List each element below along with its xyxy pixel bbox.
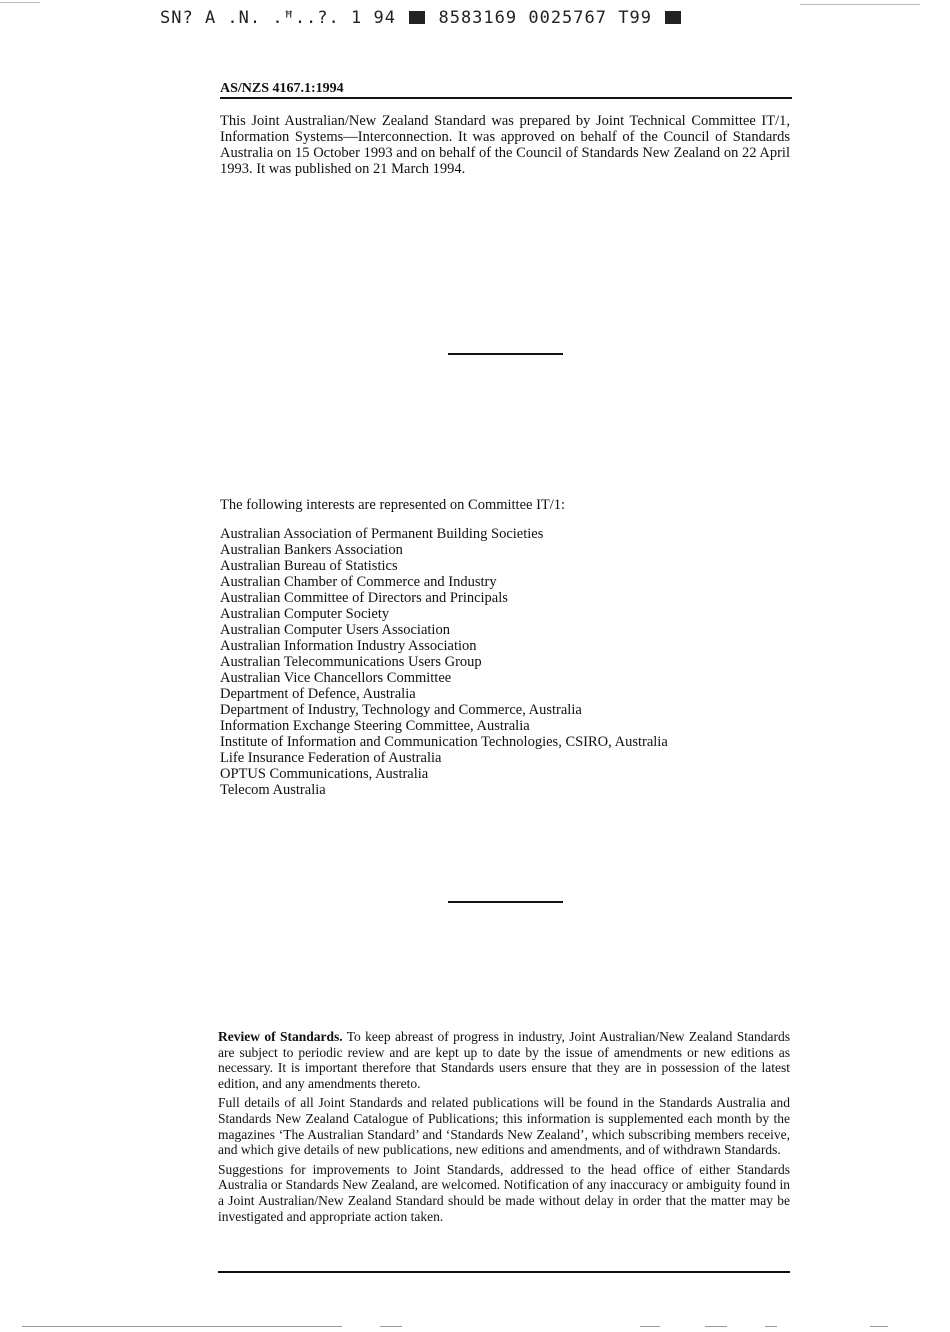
header-rule	[220, 97, 792, 99]
list-item: Australian Computer Users Association	[220, 622, 450, 638]
separator-rule	[448, 353, 563, 355]
list-item: Australian Computer Society	[220, 606, 390, 622]
committee-member-list	[220, 526, 668, 798]
list-item: Department of Defence, Australia	[220, 686, 416, 702]
review-heading: Review of Standards.	[218, 1029, 343, 1044]
list-item: OPTUS Communications, Australia	[220, 766, 429, 782]
list-item: Australian Chamber of Commerce and Industry	[220, 574, 497, 590]
scan-mark	[640, 1326, 660, 1327]
list-item: Australian Bankers Association	[220, 542, 403, 558]
review-paragraph-2: Full details of all Joint Standards and related publications will be found in the Standards Australia and Standards New Zealand Catalogue of Publications; this information is supplemented each month by the magazines ‘The Australian Standard’ and ‘Standards New Zealand’, which subscribing members receive, and which give details of new publications, new editions and amendments, and of withdrawn Standards.	[218, 1095, 790, 1158]
list-item: Australian Information Industry Association	[220, 638, 477, 654]
list-item: Department of Industry, Technology and Commerce, Australia	[220, 702, 582, 718]
block-mark-icon	[665, 11, 681, 24]
list-item: Life Insurance Federation of Australia	[220, 750, 442, 766]
scan-header-strip	[160, 8, 683, 28]
preface-paragraph: This Joint Australian/New Zealand Standard was prepared by Joint Technical Committee IT/1, Information Systems—Interconnection. It was approved on behalf of the Council of Standards Australia on 15 October 1993 and on behalf of the Council of Standards New Zealand on 22 April 1993. It was published on 21 March 1994.	[220, 113, 790, 177]
footer-rule	[218, 1271, 790, 1273]
standard-id: AS/NZS 4167.1:1994	[220, 81, 344, 96]
list-item: Telecom Australia	[220, 782, 326, 798]
list-item: Australian Committee of Directors and Principals	[220, 590, 508, 606]
list-item: Australian Bureau of Statistics	[220, 558, 398, 574]
scan-mark	[765, 1326, 777, 1327]
review-paragraph-1	[218, 1029, 790, 1091]
list-item: Australian Vice Chancellors Committee	[220, 670, 452, 686]
block-mark-icon	[409, 11, 425, 24]
list-item: Australian Telecommunications Users Group	[220, 654, 482, 670]
review-text-1: To keep abreast of progress in industry, Joint Australian/New Zealand Standards are subject to periodic review and are kept up to date by the issue of amendments or new editions as necessary. It is important therefore that Standards users ensure that they are in possession of the latest edition, and any amendments thereto.	[218, 1029, 790, 1091]
header-code-2: 8583169 0025767 T99	[438, 8, 652, 28]
review-of-standards	[218, 1029, 790, 1228]
list-item: Australian Association of Permanent Building Societies	[220, 526, 544, 542]
scan-mark	[800, 4, 920, 5]
scan-mark	[705, 1326, 727, 1327]
review-paragraph-3: Suggestions for improvements to Joint Standards, addressed to the head office of either Standards Australia or Standards New Zealand, are welcomed. Notification of any inaccuracy or ambiguity found in a Joint Australian/New Zealand Standard should be made without delay in order that the matter may be investigated and appropriate action taken.	[218, 1161, 790, 1224]
scan-mark	[22, 1326, 342, 1327]
scan-mark	[380, 1326, 402, 1327]
scan-mark	[870, 1326, 888, 1327]
list-item: Information Exchange Steering Committee, Australia	[220, 718, 530, 734]
separator-rule	[448, 901, 563, 903]
header-code-1: 1 94	[351, 8, 396, 28]
committee-intro: The following interests are represented on Committee IT/1:	[220, 497, 566, 513]
list-item: Institute of Information and Communication Technologies, CSIRO, Australia	[220, 734, 668, 750]
scan-mark	[0, 2, 40, 3]
header-prefix: SN? A .N. .ꟸ..?.	[160, 8, 340, 28]
